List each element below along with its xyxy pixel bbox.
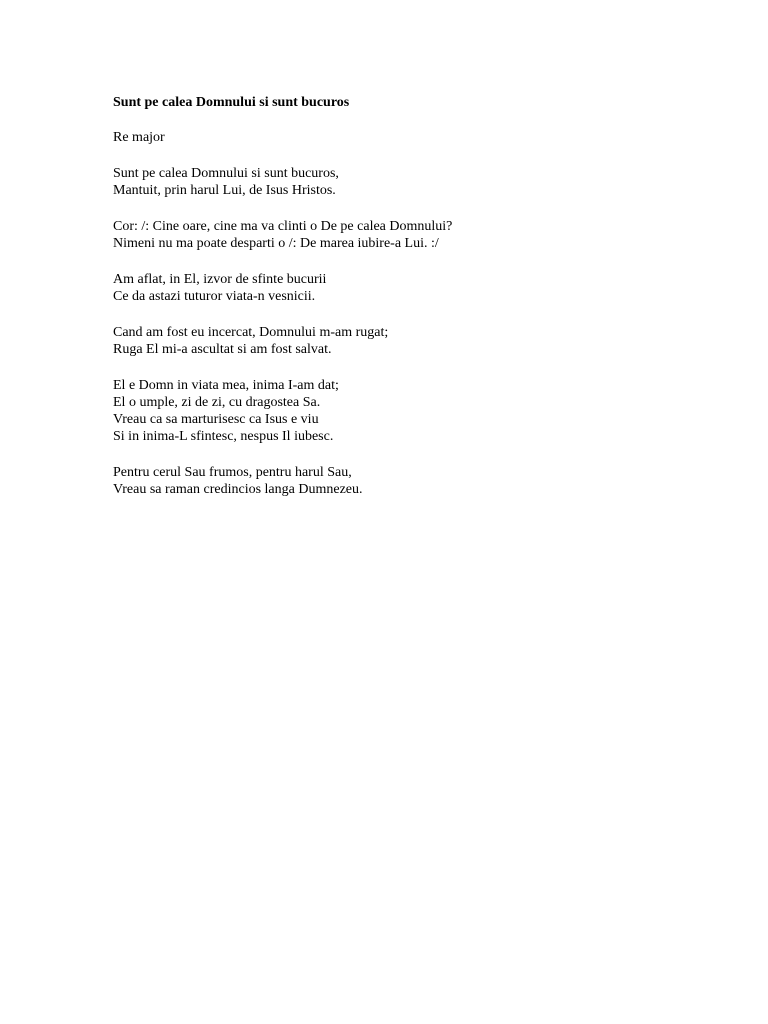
lyric-line: El e Domn in viata mea, inima I-am dat; xyxy=(113,378,339,393)
lyric-line: Si in inima-L sfintesc, nespus Il iubesc. xyxy=(113,429,334,444)
stanza-1 xyxy=(113,165,713,199)
stanza-3 xyxy=(113,324,713,358)
lyric-line: Am aflat, in El, izvor de sfinte bucurii xyxy=(113,272,327,287)
lyric-line: Pentru cerul Sau frumos, pentru harul Sau, xyxy=(113,465,352,480)
stanza-4 xyxy=(113,377,713,445)
document-page xyxy=(113,94,713,498)
song-title: Sunt pe calea Domnului si sunt bucuros xyxy=(113,95,350,110)
lyric-line: Mantuit, prin harul Lui, de Isus Hristos. xyxy=(113,183,336,198)
lyric-line: Vreau sa raman credincios langa Dumnezeu. xyxy=(113,482,363,497)
lyric-line: Cand am fost eu incercat, Domnului m-am rugat; xyxy=(113,325,389,340)
lyric-line: Cor: /: Cine oare, cine ma va clinti o De pe calea Domnului? xyxy=(113,219,453,234)
lyric-line: Ruga El mi-a ascultat si am fost salvat. xyxy=(113,342,332,357)
song-key: Re major xyxy=(113,130,165,145)
stanza-2 xyxy=(113,271,713,305)
chorus xyxy=(113,218,713,252)
lyric-line: Vreau ca sa marturisesc ca Isus e viu xyxy=(113,412,319,427)
lyric-line: Sunt pe calea Domnului si sunt bucuros, xyxy=(113,166,339,181)
lyric-line: Ce da astazi tuturor viata-n vesnicii. xyxy=(113,289,316,304)
lyric-line: El o umple, zi de zi, cu dragostea Sa. xyxy=(113,395,321,410)
stanza-5 xyxy=(113,464,713,498)
lyric-line: Nimeni nu ma poate desparti o /: De marea iubire-a Lui. :/ xyxy=(113,236,439,251)
